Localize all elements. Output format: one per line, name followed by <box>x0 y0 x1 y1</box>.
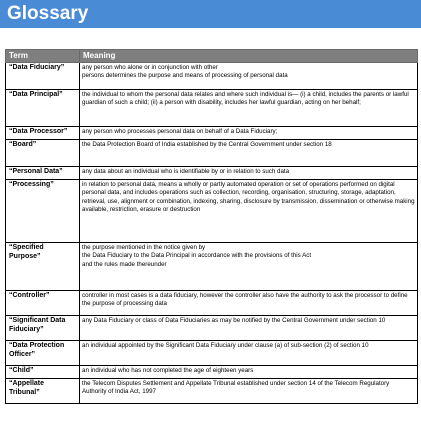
table-row <box>6 140 418 167</box>
term-cell: “Board” <box>6 140 80 167</box>
meaning-cell: in relation to personal data, means a wholly or partly automated operation or set of operations performed on digital personal data, and includes operations such as collection, recording, organisation, structuring, storage, adaptation, retrieval, use, alignment or combination, indexing, sharing, disclosure by transmission, dissemination or otherwise making available, restriction, erasure or destruction <box>80 180 418 243</box>
page-title: Glossary <box>0 0 421 28</box>
term-cell: “Child” <box>6 366 80 379</box>
meaning-cell: an individual who has not completed the age of eighteen years <box>80 366 418 379</box>
term-cell: “Specified Purpose” <box>6 243 80 291</box>
table-row <box>6 291 418 316</box>
meaning-cell: the Telecom Disputes Settlement and Appellate Tribunal established under section 14 of the Telecom Regulatory Authority of India Act, 1997 <box>80 379 418 404</box>
meaning-cell: any person who processes personal data on behalf of a Data Fiduciary; <box>80 127 418 140</box>
term-cell: “Processing” <box>6 180 80 243</box>
table-row <box>6 341 418 366</box>
meaning-cell: controller in most cases is a data fiduciary, however the controller also have the authority to ask the processor to define the purpose of processing data <box>80 291 418 316</box>
meaning-cell: any person who alone or in conjunction with other persons determines the purpose and means of processing of personal data <box>80 63 418 90</box>
column-header-term: Term <box>6 50 80 63</box>
meaning-cell: the Data Protection Board of India established by the Central Government under section 18 <box>80 140 418 167</box>
meaning-cell: an individual appointed by the Significant Data Fiduciary under clause (a) of sub-section (2) of section 10 <box>80 341 418 366</box>
table-row <box>6 243 418 291</box>
column-header-meaning: Meaning <box>80 50 418 63</box>
table-row <box>6 366 418 379</box>
table-row <box>6 316 418 341</box>
glossary-table <box>5 49 418 404</box>
table-header-row <box>6 50 418 63</box>
term-cell: “Data Principal” <box>6 90 80 127</box>
term-cell: “Data Protection Officer” <box>6 341 80 366</box>
table-row <box>6 167 418 180</box>
term-cell: “Data Processor” <box>6 127 80 140</box>
meaning-cell: any Data Fiduciary or class of Data Fiduciaries as may be notified by the Central Government under section 10 <box>80 316 418 341</box>
meaning-cell: the purpose mentioned in the notice given by the Data Fiduciary to the Data Principal in accordance with the provisions of this Act and the rules made thereunder <box>80 243 418 291</box>
term-cell: “Appellate Tribunal” <box>6 379 80 404</box>
meaning-cell: any data about an individual who is identifiable by or in relation to such data <box>80 167 418 180</box>
term-cell: “Significant Data Fiduciary” <box>6 316 80 341</box>
table-row <box>6 180 418 243</box>
table-row <box>6 127 418 140</box>
term-cell: “Controller” <box>6 291 80 316</box>
table-row <box>6 90 418 127</box>
table-row <box>6 63 418 90</box>
table-row <box>6 379 418 404</box>
meaning-cell: the individual to whom the personal data relates and where such individual is— (i) a child, includes the parents or lawful guardian of such a child; (ii) a person with disability, includes her lawful guardian, acting on her behalf; <box>80 90 418 127</box>
term-cell: “Personal Data” <box>6 167 80 180</box>
term-cell: “Data Fiduciary” <box>6 63 80 90</box>
